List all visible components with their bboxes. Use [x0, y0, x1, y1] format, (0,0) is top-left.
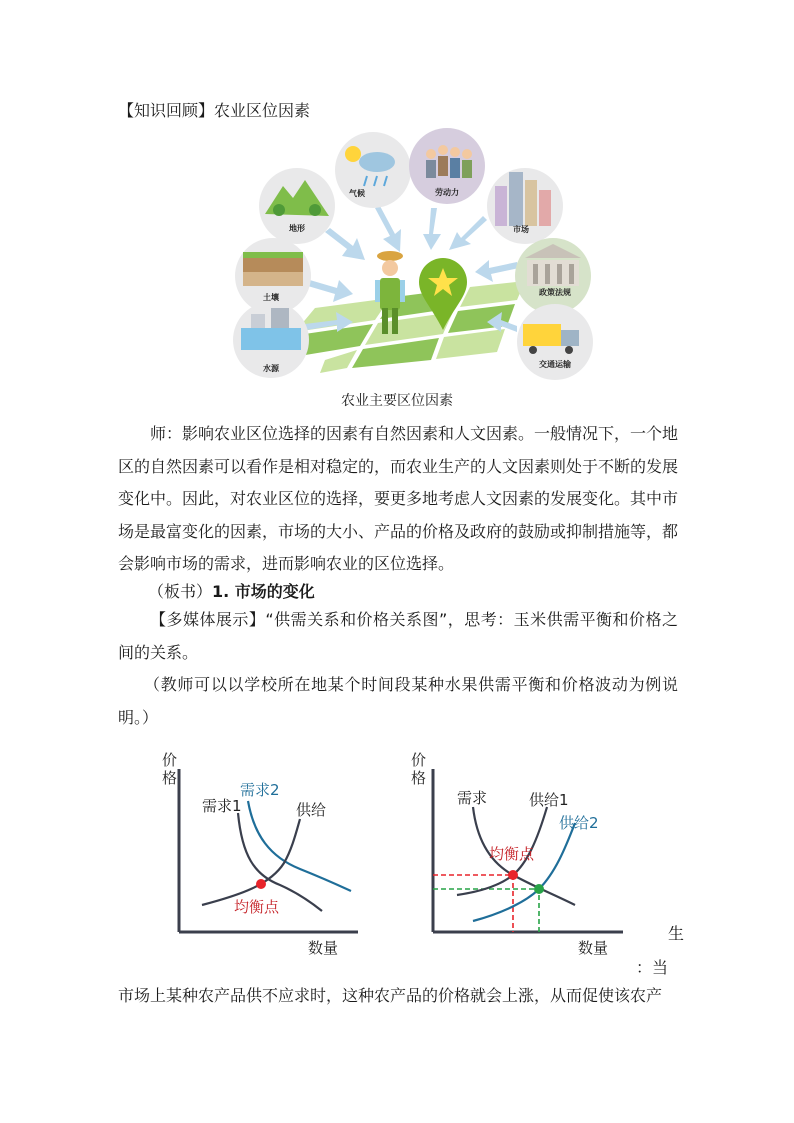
right-supply1-label: 供给1	[529, 791, 569, 809]
left-demand2-label: 需求2	[240, 781, 280, 799]
chart-demand-shift	[150, 745, 375, 960]
label-transport: 交通运输	[539, 360, 571, 369]
paragraph-multimedia: 【多媒体展示】“供需关系和价格关系图”，思考：玉米供需平衡和价格之间的关系。	[118, 610, 678, 662]
right-equilibrium-label: 均衡点	[489, 845, 535, 863]
right-y-label-1: 价	[411, 751, 427, 769]
factor-climate	[335, 132, 411, 208]
agri-factors-figure	[225, 128, 605, 383]
chart-supply-shift	[405, 745, 640, 960]
paragraph-last-line: 市场上某种农产品供不应求时，这种农产品的价格就会上涨，从而促使该农产	[118, 986, 663, 1005]
right-green-guide	[433, 889, 539, 932]
left-equilibrium-point	[256, 879, 266, 889]
left-equilibrium-label: 均衡点	[234, 898, 280, 916]
label-labor: 劳动力	[435, 188, 459, 197]
left-supply-label: 供给	[296, 801, 327, 819]
section-heading: 【知识回顾】农业区位因素	[118, 101, 311, 120]
right-equilibrium-point	[508, 870, 518, 880]
right-supply2-curve	[473, 823, 575, 921]
board-prefix: （板书）	[148, 582, 213, 601]
left-demand1-curve	[238, 813, 322, 911]
figure-caption: 农业主要区位因素	[341, 393, 453, 409]
label-policy: 政策法规	[539, 288, 571, 297]
label-market: 市场	[513, 225, 529, 234]
left-y-label-2: 格	[162, 769, 178, 787]
right-demand-label: 需求	[457, 789, 488, 807]
right-y-label-2: 格	[411, 769, 427, 787]
label-soil: 土壤	[263, 293, 279, 302]
paragraph-teacher: 师：影响农业区位选择的因素有自然因素和人文因素。一般情况下，一个地区的自然因素可以看作是相对稳定的，而农业生产的人文因素则处于不断的发展变化中。因此，对农业区位的选择，要更多地考虑人文因素的发展变化。其中市场是最富变化的因素，市场的大小、产品的价格及政府的鼓励或抑制措施等，都会影响市场的需求，进而影响农业的区位选择。	[118, 424, 679, 573]
left-x-label: 数量	[308, 939, 339, 957]
label-water: 水源	[263, 364, 279, 373]
paragraph-teacher-note: （教师可以以学校所在地某个时间段某种水果供需平衡和价格波动为例说明。）	[118, 675, 678, 727]
right-supply2-label: 供给2	[559, 814, 599, 832]
left-y-label-1: 价	[162, 751, 178, 769]
right-new-equilibrium-point	[534, 884, 544, 894]
stray-text-1: 生	[668, 924, 685, 943]
board-title: 1. 市场的变化	[212, 582, 315, 601]
left-demand1-label: 需求1	[202, 797, 242, 815]
label-climate: 气候	[349, 189, 365, 198]
board-heading	[148, 582, 315, 602]
factor-policy	[515, 238, 591, 314]
label-terrain: 地形	[289, 224, 305, 233]
right-x-label: 数量	[578, 939, 609, 957]
stray-text-2: ：当	[636, 958, 669, 977]
